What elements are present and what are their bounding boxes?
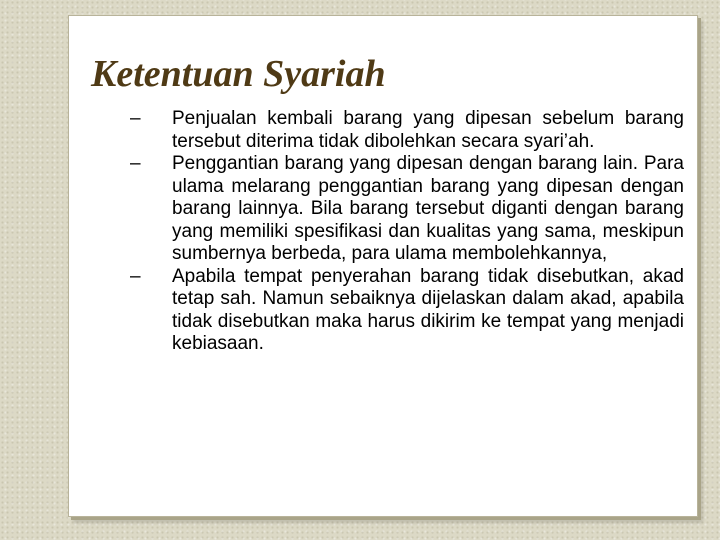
dash-bullet-icon: –	[130, 108, 141, 129]
dash-bullet-icon: –	[130, 265, 141, 287]
bullet-text: Penggantian barang yang dipesan dengan barang lain. Para ulama melarang penggantian barang yang dipesan dengan barang lainnya. Bila barang tersebut diganti dengan barang yang memiliki spesifikasi dan kualitas yang sama, meskipun sumbernya berbeda, para ulama membolehkannya,	[172, 153, 684, 264]
bullet-item	[116, 108, 684, 153]
bullet-text: Penjualan kembali barang yang dipesan sebelum barang tersebut diterima tidak dibolehkan secara syari’ah.	[172, 108, 684, 152]
bullet-text: Apabila tempat penyerahan barang tidak disebutkan, akad tetap sah. Namun sebaiknya dijelaskan dalam akad, apabila tidak disebutkan maka harus dikirim ke tempat yang menjadi kebiasaan.	[172, 265, 684, 354]
bullet-item	[116, 153, 684, 266]
bullet-item	[116, 266, 684, 356]
dash-bullet-icon: –	[130, 153, 141, 174]
slide-title: Ketentuan Syariah	[91, 53, 386, 95]
bullet-list	[116, 108, 684, 356]
